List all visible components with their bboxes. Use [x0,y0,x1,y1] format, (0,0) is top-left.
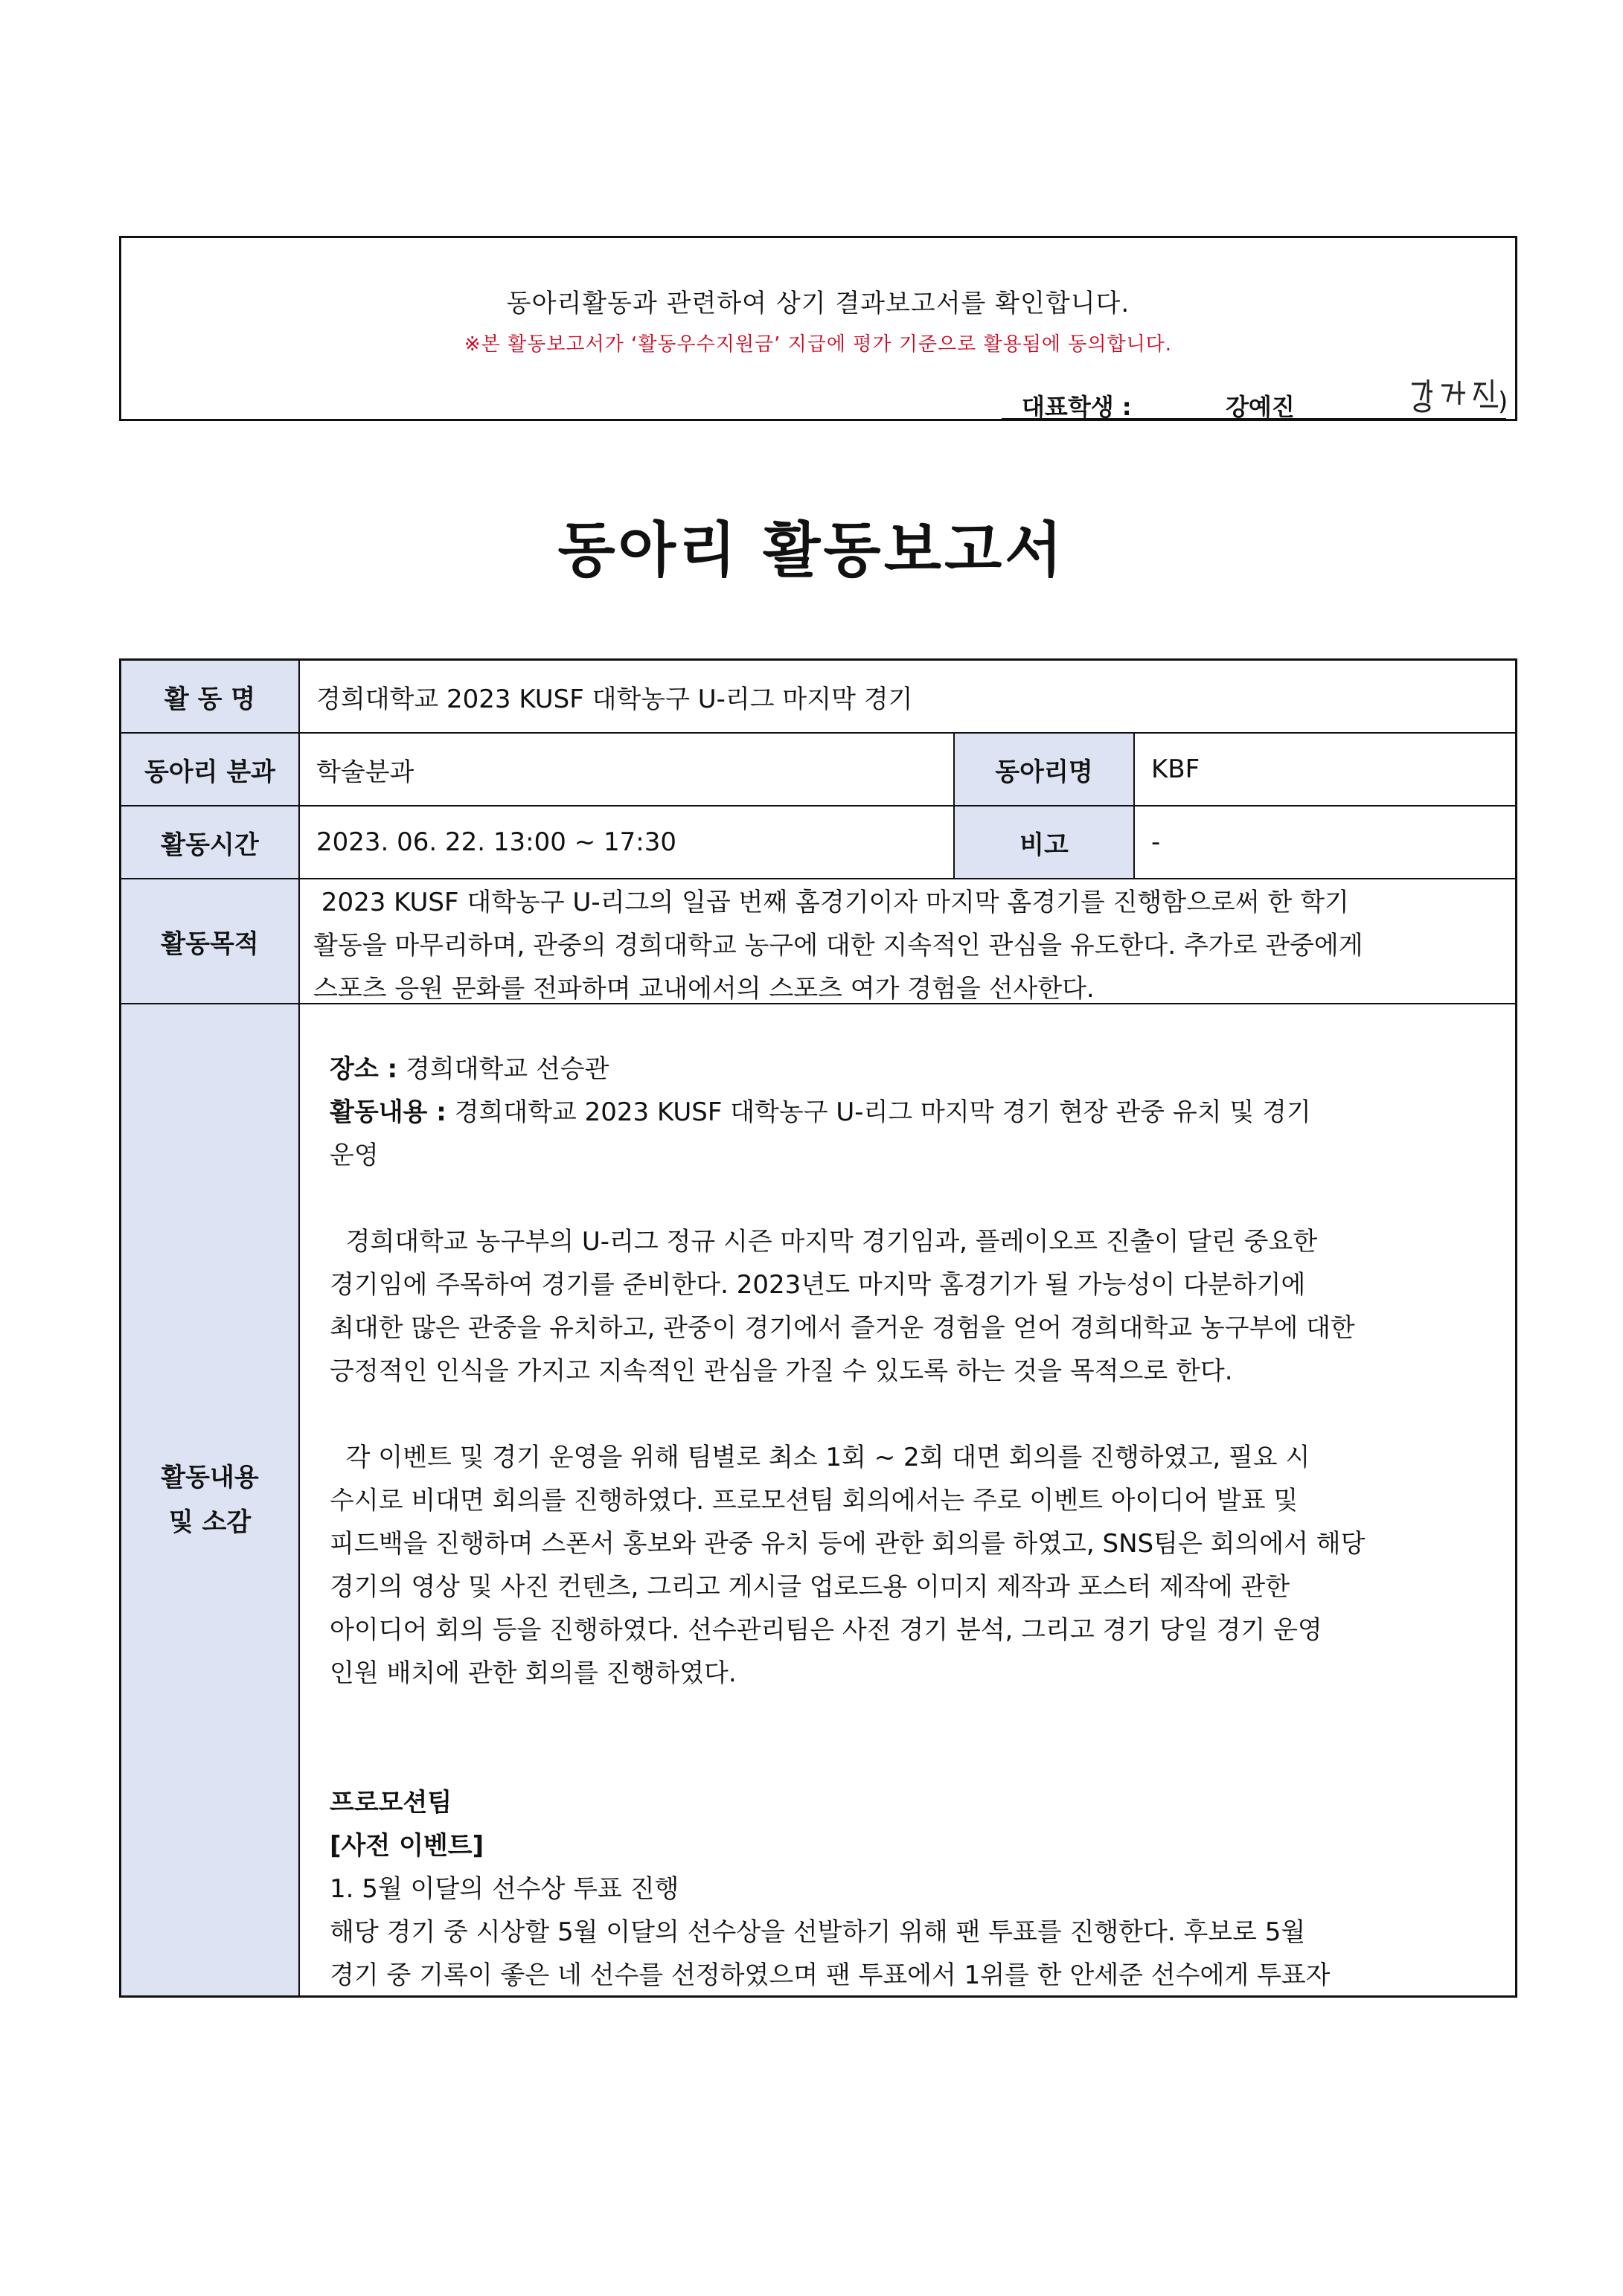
place-value: 경희대학교 선승관 [397,1054,609,1084]
content-label-line2: 및 소감 [168,1507,252,1537]
confirmation-box [119,236,1517,421]
content-label [121,1004,300,1995]
purpose-text [300,879,1515,1003]
paragraph-line: 경기의 영상 및 사진 컨텐츠, 그리고 게시글 업로드용 이미지 제작과 포스터 제작에 관한 [330,1572,1290,1602]
time-value: 2023. 06. 22. 13:00 ~ 17:30 [300,807,955,878]
row-activity-name [121,661,1515,734]
content-label-line1: 활동내용 [161,1463,259,1492]
close-paren: ) [1498,387,1508,417]
place-line [330,1048,1500,1091]
paragraph-line: 긍정적인 인식을 가지고 지속적인 관심을 가질 수 있도록 하는 것을 목적으로 한다. [330,1356,1233,1386]
pre-event-heading: [사전 이벤트] [330,1831,484,1861]
paragraph-line: 피드백을 진행하며 스폰서 홍보와 관중 유치 등에 관한 회의를 하였고, SNS팀은 회의에서 해당 [330,1529,1366,1559]
activity-line-cont: 운영 [330,1141,379,1170]
paragraph-line: 최대한 많은 관중을 유치하고, 관중이 경기에서 즐거운 경험을 얻어 경희대학교 농구부에 대한 [330,1313,1355,1343]
item-line: 경기 중 기록이 좋은 네 선수를 선정하였으며 팬 투표에서 1위를 한 안세준 선수에게 투표자 [330,1960,1331,1990]
club-name-value: KBF [1151,754,1200,784]
confirmation-statement: 동아리활동과 관련하여 상기 결과보고서를 확인합니다. [506,289,1130,318]
division-label: 동아리 분과 [121,734,300,805]
purpose-line: 스포츠 응원 문화를 전파하며 교내에서의 스포츠 여가 경험을 선사한다. [313,974,1095,1004]
paragraph-line: 각 이벤트 및 경기 운영을 위해 팀별로 최소 1회 ~ 2회 대면 회의를 진행하였고, 필요 시 [330,1443,1310,1472]
consent-note: ※본 활동보고서가 ‘활동우수지원금’ 지급에 평가 기준으로 활용됨에 동의합니다. [464,333,1173,356]
report-table [119,658,1517,1998]
activity-content-value: 경희대학교 2023 KUSF 대학농구 U-리그 마지막 경기 현장 관중 유치 및 경기 [446,1097,1311,1127]
row-purpose [121,879,1515,1004]
paragraph-line: 아이디어 회의 등을 진행하였다. 선수관리팀은 사전 경기 분석, 그리고 경기 당일 경기 운영 [330,1615,1322,1645]
time-label: 활동시간 [121,807,300,878]
purpose-line: 2023 KUSF 대학농구 U-리그의 일곱 번째 홈경기이자 마지막 홈경기를 진행함으로써 한 학기 [313,888,1349,917]
purpose-label: 활동목적 [121,879,300,1003]
page-title: 동아리 활동보고서 [557,516,1066,585]
division-value: 학술분과 [300,734,955,805]
item-line: 해당 경기 중 시상할 5월 이달의 선수상을 선발하기 위해 팬 투표를 진행한다. 후보로 5월 [330,1917,1306,1947]
item-title: 1. 5월 이달의 선수상 투표 진행 [330,1874,679,1904]
remark-label: 비고 [955,807,1135,878]
purpose-line: 활동을 마무리하며, 관중의 경희대학교 농구에 대한 지속적인 관심을 유도한다. 추가로 관중에게 [313,931,1363,961]
row-division [121,734,1515,807]
representative-label: 대표학생 : [1022,393,1132,421]
paragraph-line: 수시로 비대면 회의를 진행하였다. 프로모션팀 회의에서는 주로 이벤트 아이디어 발표 및 [330,1486,1299,1516]
paragraph-line: 인원 배치에 관한 회의를 진행하였다. [330,1658,737,1688]
remark-value: - [1151,827,1161,857]
activity-name-label: 활 동 명 [121,661,300,732]
row-time [121,807,1515,879]
row-content [121,1004,1515,1995]
team-heading: 프로모션팀 [330,1788,452,1818]
activity-line [330,1091,1500,1134]
content-body [300,1004,1515,1995]
representative-name: 강예진 [1226,393,1295,421]
club-name-label: 동아리명 [955,734,1135,805]
paragraph-line: 경희대학교 농구부의 U-리그 정규 시즌 마지막 경기임과, 플레이오프 진출이 달린 중요한 [330,1227,1318,1257]
paragraph-line: 경기임에 주목하여 경기를 준비한다. 2023년도 마지막 홈경기가 될 가능성이 다분하기에 [330,1270,1306,1300]
handwritten-signature [1406,371,1510,415]
place-label: 장소 : [330,1054,398,1084]
activity-name-value: 경희대학교 2023 KUSF 대학농구 U-리그 마지막 경기 [316,684,913,714]
activity-content-label: 활동내용 : [330,1097,446,1127]
